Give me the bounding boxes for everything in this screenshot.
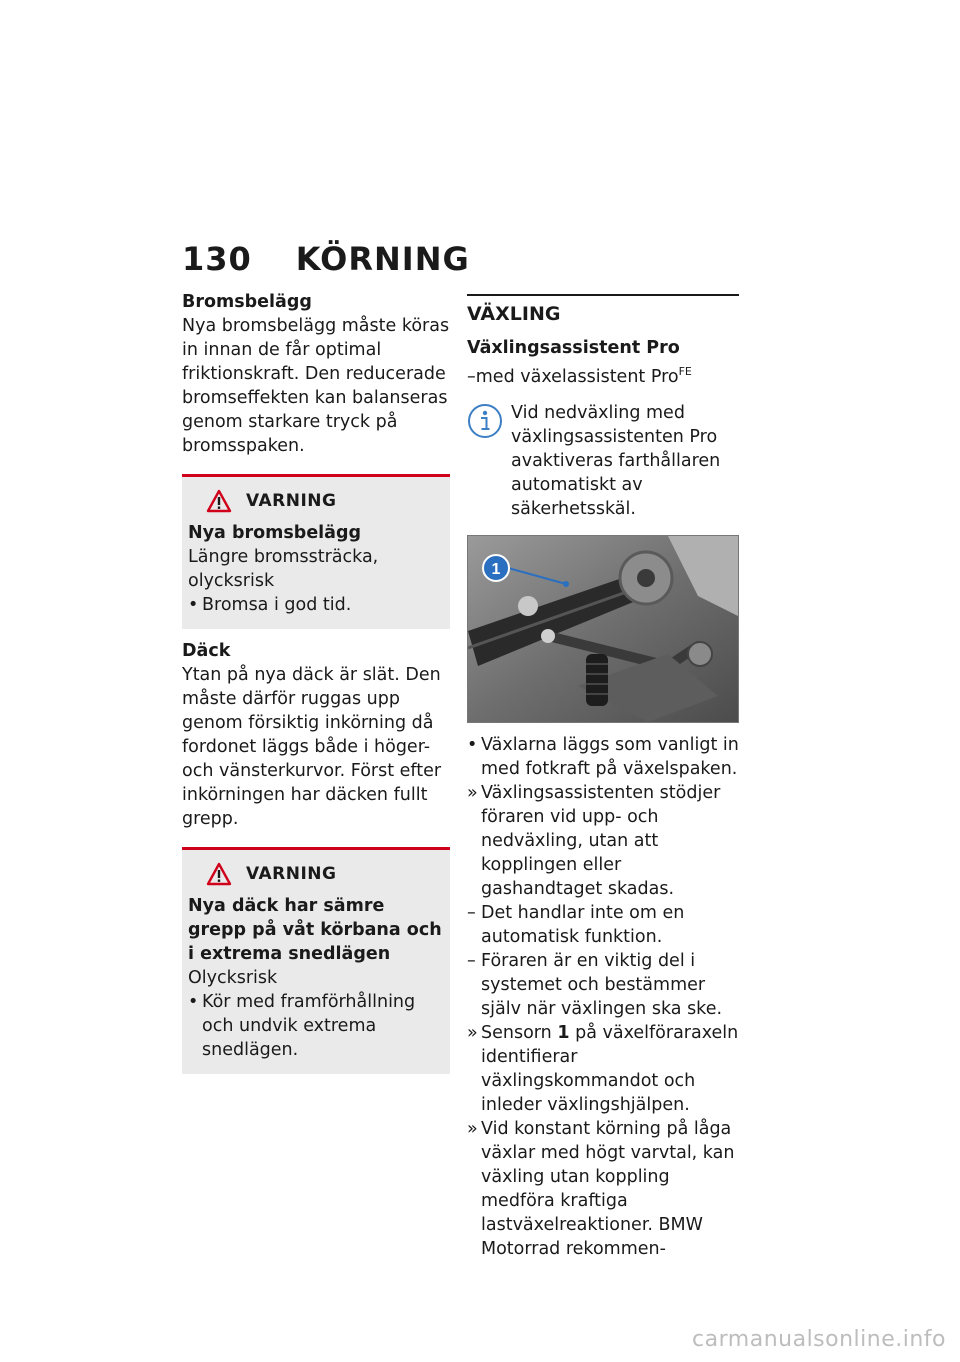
list-marker: » bbox=[467, 1022, 478, 1043]
sensor-reference: 1 bbox=[557, 1022, 570, 1043]
list-item-text bbox=[481, 1023, 738, 1115]
info-icon bbox=[467, 403, 503, 439]
brake-pads-text: Nya bromsbelägg måste köras in innan de får optimal friktionskraft. Den reducerade bromseffekten kan balanseras genom starkare tryck på bromsspaken. bbox=[182, 316, 450, 456]
left-column bbox=[182, 290, 450, 1084]
warning-label: VARNING bbox=[246, 491, 337, 511]
warning-label: VARNING bbox=[246, 864, 337, 884]
list-marker: » bbox=[467, 782, 478, 803]
chapter-title: KÖRNING bbox=[295, 240, 470, 278]
list-item-text: Växlarna läggs som vanligt in med fotkraft på växelspaken. bbox=[481, 734, 739, 779]
warning-text: Olycksrisk bbox=[188, 968, 278, 988]
list-item-text: Det handlar inte om en automatisk funktion. bbox=[481, 902, 685, 947]
equipment-note bbox=[467, 360, 739, 389]
warning-box-tires bbox=[182, 847, 450, 1074]
warning-title: Nya däck har sämre grepp på våt körbana och i extrema snedlägen bbox=[188, 896, 442, 964]
list-item-text: Föraren är en viktig del i systemet och bestämmer själv när växlingen ska ske. bbox=[481, 950, 723, 1019]
list-item bbox=[467, 733, 739, 781]
shift-lever-photo bbox=[467, 535, 739, 723]
list-item-text: Växlingsassistenten stödjer föraren vid upp- och nedväxling, utan att kopplingen eller gashandtaget skadas. bbox=[481, 782, 721, 899]
photo-illustration bbox=[468, 536, 738, 722]
right-column bbox=[467, 290, 739, 1261]
list-item bbox=[467, 949, 739, 1021]
warning-header bbox=[206, 489, 444, 513]
equipment-note-text: –med växelassistent Pro bbox=[467, 366, 679, 387]
section-title: VÄXLING bbox=[467, 303, 561, 325]
list-item bbox=[467, 901, 739, 949]
warning-bullet: • Kör med framförhållning och undvik extrema snedlägen. bbox=[188, 990, 444, 1062]
warning-box-brakes bbox=[182, 474, 450, 629]
equipment-code: FE bbox=[678, 365, 692, 378]
list-marker: » bbox=[467, 1118, 478, 1139]
list-marker: • bbox=[467, 734, 478, 755]
warning-bullet: • Bromsa i god tid. bbox=[188, 593, 444, 617]
watermark: carmanualsonline.info bbox=[692, 1327, 946, 1352]
warning-text: Längre bromssträcka, olycksrisk bbox=[188, 547, 379, 591]
info-text: Vid nedväxling med växlingsassistenten Pro avaktiveras farthållaren automatiskt av säkerhetsskäl. bbox=[511, 402, 721, 519]
list-item bbox=[467, 1021, 739, 1117]
page-header bbox=[182, 240, 470, 278]
list-item bbox=[467, 1117, 739, 1261]
list-item-text-start: Sensorn bbox=[481, 1022, 558, 1043]
warning-triangle-icon bbox=[206, 862, 232, 886]
list-marker: – bbox=[467, 902, 476, 923]
warning-triangle-icon bbox=[206, 489, 232, 513]
page-number: 130 bbox=[182, 240, 252, 278]
tires-text: Ytan på nya däck är slät. Den måste därför ruggas upp genom försiktig inkörning då fordonet läggs både i höger- och vänsterkurvor. Först efter inkörningen har däcken fullt grepp. bbox=[182, 665, 442, 829]
warning-title: Nya bromsbelägg bbox=[188, 523, 362, 543]
section-divider bbox=[467, 294, 739, 296]
list-item bbox=[467, 781, 739, 901]
subsection-title: Växlingsassistent Pro bbox=[467, 338, 680, 358]
brake-pads-heading: Bromsbelägg bbox=[182, 292, 312, 312]
callout-number: 1 bbox=[491, 560, 501, 578]
list-marker: – bbox=[467, 950, 476, 971]
shift-assist-list bbox=[467, 733, 739, 1261]
warning-header bbox=[206, 862, 444, 886]
tires-heading: Däck bbox=[182, 641, 231, 661]
info-note bbox=[467, 401, 739, 521]
list-item-text-end: på växelföraraxeln identifierar växlingskommandot och inleder växlingshjälpen. bbox=[481, 1022, 739, 1115]
list-item-text: Vid konstant körning på låga växlar med högt varvtal, kan växling utan koppling medföra kraftiga lastväxelreaktioner. BMW Motorrad rekommen- bbox=[481, 1118, 735, 1259]
